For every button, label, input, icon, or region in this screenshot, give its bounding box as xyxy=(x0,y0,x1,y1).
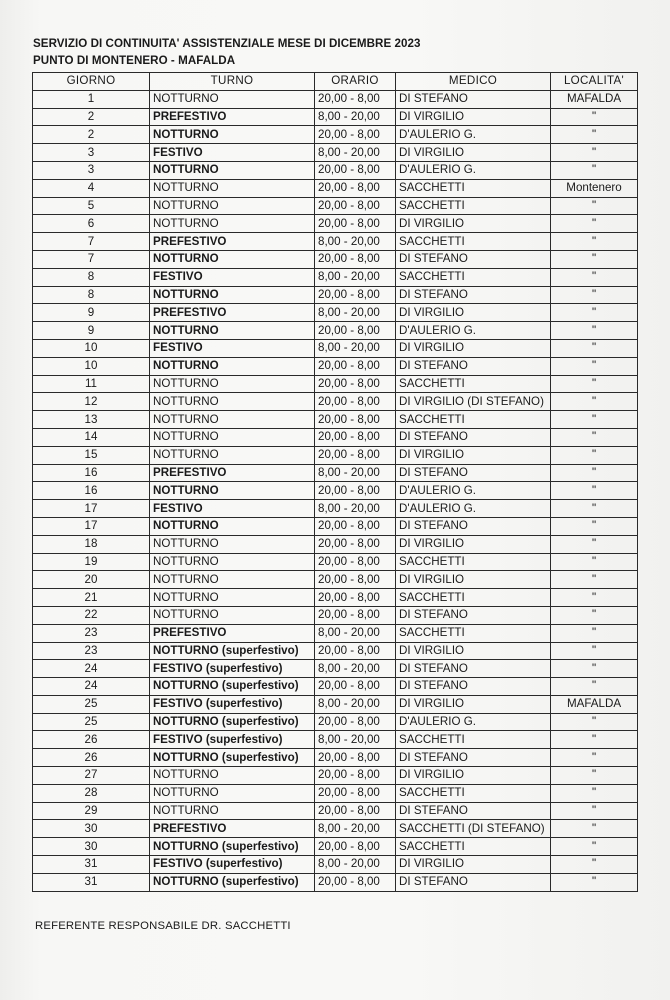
cell-orario: 20,00 - 8,00 xyxy=(315,393,396,411)
cell-orario: 20,00 - 8,00 xyxy=(315,838,396,856)
cell-orario: 8,00 - 20,00 xyxy=(315,233,396,251)
cell-turno: NOTTURNO (superfestivo) xyxy=(150,749,315,767)
table-row xyxy=(33,428,638,446)
cell-turno: NOTTURNO xyxy=(150,802,315,820)
cell-orario: 20,00 - 8,00 xyxy=(315,873,396,891)
table-row xyxy=(33,179,638,197)
cell-giorno: 20 xyxy=(33,571,150,589)
cell-giorno: 7 xyxy=(33,250,150,268)
cell-medico: SACCHETTI xyxy=(396,233,551,251)
table-row xyxy=(33,304,638,322)
table-row xyxy=(33,161,638,179)
cell-medico: SACCHETTI xyxy=(396,589,551,607)
cell-turno: NOTTURNO xyxy=(150,411,315,429)
table-row xyxy=(33,144,638,162)
cell-orario: 20,00 - 8,00 xyxy=(315,90,396,108)
table-row xyxy=(33,339,638,357)
table-row xyxy=(33,535,638,553)
cell-giorno: 3 xyxy=(33,161,150,179)
cell-orario: 8,00 - 20,00 xyxy=(315,339,396,357)
cell-orario: 20,00 - 8,00 xyxy=(315,589,396,607)
table-row xyxy=(33,571,638,589)
cell-turno: NOTTURNO xyxy=(150,90,315,108)
table-row xyxy=(33,642,638,660)
cell-turno: FESTIVO (superfestivo) xyxy=(150,856,315,874)
cell-giorno: 8 xyxy=(33,286,150,304)
cell-localita: " xyxy=(551,126,638,144)
cell-orario: 8,00 - 20,00 xyxy=(315,624,396,642)
table-row xyxy=(33,375,638,393)
cell-medico: DI VIRGILIO xyxy=(396,304,551,322)
cell-turno: NOTTURNO xyxy=(150,322,315,340)
cell-turno: NOTTURNO xyxy=(150,161,315,179)
cell-giorno: 12 xyxy=(33,393,150,411)
cell-localita: " xyxy=(551,446,638,464)
cell-localita: " xyxy=(551,767,638,785)
table-row xyxy=(33,197,638,215)
cell-orario: 20,00 - 8,00 xyxy=(315,784,396,802)
cell-orario: 8,00 - 20,00 xyxy=(315,660,396,678)
cell-orario: 20,00 - 8,00 xyxy=(315,322,396,340)
cell-turno: NOTTURNO xyxy=(150,553,315,571)
cell-localita: MAFALDA xyxy=(551,695,638,713)
cell-giorno: 22 xyxy=(33,606,150,624)
cell-localita: " xyxy=(551,161,638,179)
cell-giorno: 8 xyxy=(33,268,150,286)
cell-orario: 20,00 - 8,00 xyxy=(315,678,396,696)
table-row xyxy=(33,660,638,678)
cell-giorno: 30 xyxy=(33,838,150,856)
cell-giorno: 29 xyxy=(33,802,150,820)
cell-turno: NOTTURNO xyxy=(150,535,315,553)
cell-medico: DI STEFANO xyxy=(396,464,551,482)
cell-giorno: 3 xyxy=(33,144,150,162)
cell-medico: DI VIRGILIO xyxy=(396,535,551,553)
table-row xyxy=(33,108,638,126)
cell-turno: NOTTURNO xyxy=(150,517,315,535)
cell-medico: DI VIRGILIO xyxy=(396,108,551,126)
cell-localita: " xyxy=(551,250,638,268)
column-header-turno: TURNO xyxy=(150,73,315,91)
cell-medico: DI VIRGILIO xyxy=(396,339,551,357)
cell-orario: 20,00 - 8,00 xyxy=(315,571,396,589)
cell-localita: " xyxy=(551,820,638,838)
cell-orario: 20,00 - 8,00 xyxy=(315,428,396,446)
cell-giorno: 27 xyxy=(33,767,150,785)
cell-medico: SACCHETTI (DI STEFANO) xyxy=(396,820,551,838)
table-row xyxy=(33,126,638,144)
cell-giorno: 26 xyxy=(33,749,150,767)
cell-medico: DI STEFANO xyxy=(396,428,551,446)
cell-medico: SACCHETTI xyxy=(396,197,551,215)
cell-giorno: 31 xyxy=(33,856,150,874)
table-row xyxy=(33,749,638,767)
cell-localita: " xyxy=(551,802,638,820)
cell-turno: NOTTURNO xyxy=(150,482,315,500)
column-header-medico: MEDICO xyxy=(396,73,551,91)
cell-giorno: 17 xyxy=(33,500,150,518)
cell-orario: 20,00 - 8,00 xyxy=(315,126,396,144)
cell-giorno: 1 xyxy=(33,90,150,108)
cell-orario: 8,00 - 20,00 xyxy=(315,500,396,518)
cell-localita: " xyxy=(551,357,638,375)
cell-giorno: 10 xyxy=(33,339,150,357)
cell-turno: PREFESTIVO xyxy=(150,304,315,322)
cell-orario: 8,00 - 20,00 xyxy=(315,304,396,322)
cell-localita: MAFALDA xyxy=(551,90,638,108)
cell-medico: DI STEFANO xyxy=(396,802,551,820)
cell-localita: " xyxy=(551,589,638,607)
footer-referent: REFERENTE RESPONSABILE DR. SACCHETTI xyxy=(35,920,291,932)
table-row xyxy=(33,215,638,233)
table-row xyxy=(33,820,638,838)
cell-medico: DI STEFANO xyxy=(396,286,551,304)
cell-localita: " xyxy=(551,428,638,446)
table-row xyxy=(33,767,638,785)
document-title: SERVIZIO DI CONTINUITA' ASSISTENZIALE MESE DI DICEMBRE 2023 xyxy=(33,37,421,50)
column-header-localita: LOCALITA' xyxy=(551,73,638,91)
cell-orario: 8,00 - 20,00 xyxy=(315,695,396,713)
table-row xyxy=(33,322,638,340)
cell-medico: DI STEFANO xyxy=(396,90,551,108)
cell-turno: PREFESTIVO xyxy=(150,820,315,838)
cell-localita: " xyxy=(551,749,638,767)
cell-medico: DI STEFANO xyxy=(396,873,551,891)
cell-turno: NOTTURNO xyxy=(150,250,315,268)
cell-medico: DI VIRGILIO xyxy=(396,571,551,589)
cell-turno: NOTTURNO xyxy=(150,357,315,375)
cell-giorno: 17 xyxy=(33,517,150,535)
cell-medico: DI STEFANO xyxy=(396,678,551,696)
cell-medico: D'AULERIO G. xyxy=(396,126,551,144)
cell-giorno: 7 xyxy=(33,233,150,251)
cell-medico: SACCHETTI xyxy=(396,838,551,856)
cell-localita: " xyxy=(551,268,638,286)
cell-giorno: 23 xyxy=(33,642,150,660)
cell-medico: DI STEFANO xyxy=(396,606,551,624)
cell-localita: " xyxy=(551,375,638,393)
cell-giorno: 9 xyxy=(33,304,150,322)
table-row xyxy=(33,482,638,500)
cell-giorno: 28 xyxy=(33,784,150,802)
cell-medico: DI STEFANO xyxy=(396,749,551,767)
cell-orario: 20,00 - 8,00 xyxy=(315,749,396,767)
cell-medico: DI VIRGILIO xyxy=(396,446,551,464)
table-row xyxy=(33,784,638,802)
cell-localita: " xyxy=(551,660,638,678)
table-row xyxy=(33,268,638,286)
cell-medico: SACCHETTI xyxy=(396,731,551,749)
column-header-giorno: GIORNO xyxy=(33,73,150,91)
table-row xyxy=(33,695,638,713)
cell-localita: " xyxy=(551,215,638,233)
cell-medico: DI STEFANO xyxy=(396,660,551,678)
cell-giorno: 23 xyxy=(33,624,150,642)
cell-giorno: 16 xyxy=(33,482,150,500)
cell-giorno: 26 xyxy=(33,731,150,749)
cell-orario: 20,00 - 8,00 xyxy=(315,535,396,553)
cell-localita: " xyxy=(551,500,638,518)
table-row xyxy=(33,802,638,820)
table-row xyxy=(33,838,638,856)
cell-localita: " xyxy=(551,393,638,411)
cell-giorno: 11 xyxy=(33,375,150,393)
column-header-orario: ORARIO xyxy=(315,73,396,91)
cell-orario: 20,00 - 8,00 xyxy=(315,606,396,624)
cell-orario: 20,00 - 8,00 xyxy=(315,357,396,375)
table-row xyxy=(33,357,638,375)
cell-giorno: 18 xyxy=(33,535,150,553)
cell-turno: NOTTURNO xyxy=(150,428,315,446)
cell-medico: DI STEFANO xyxy=(396,357,551,375)
cell-medico: SACCHETTI xyxy=(396,375,551,393)
cell-medico: DI STEFANO xyxy=(396,250,551,268)
cell-medico: SACCHETTI xyxy=(396,179,551,197)
cell-giorno: 6 xyxy=(33,215,150,233)
cell-medico: SACCHETTI xyxy=(396,411,551,429)
cell-localita: " xyxy=(551,731,638,749)
cell-turno: NOTTURNO (superfestivo) xyxy=(150,873,315,891)
cell-turno: NOTTURNO xyxy=(150,589,315,607)
cell-giorno: 24 xyxy=(33,660,150,678)
cell-turno: NOTTURNO xyxy=(150,446,315,464)
cell-turno: FESTIVO xyxy=(150,268,315,286)
table-row xyxy=(33,250,638,268)
cell-medico: D'AULERIO G. xyxy=(396,482,551,500)
cell-turno: NOTTURNO xyxy=(150,393,315,411)
cell-medico: SACCHETTI xyxy=(396,268,551,286)
cell-turno: NOTTURNO xyxy=(150,784,315,802)
cell-localita: " xyxy=(551,838,638,856)
cell-turno: NOTTURNO xyxy=(150,126,315,144)
cell-giorno: 15 xyxy=(33,446,150,464)
cell-medico: DI VIRGILIO xyxy=(396,856,551,874)
cell-giorno: 19 xyxy=(33,553,150,571)
table-row xyxy=(33,856,638,874)
cell-turno: PREFESTIVO xyxy=(150,108,315,126)
cell-turno: NOTTURNO (superfestivo) xyxy=(150,713,315,731)
cell-localita: " xyxy=(551,784,638,802)
cell-giorno: 9 xyxy=(33,322,150,340)
table-row xyxy=(33,553,638,571)
cell-orario: 20,00 - 8,00 xyxy=(315,767,396,785)
cell-turno: NOTTURNO (superfestivo) xyxy=(150,642,315,660)
cell-medico: DI VIRGILIO (DI STEFANO) xyxy=(396,393,551,411)
cell-orario: 20,00 - 8,00 xyxy=(315,411,396,429)
cell-orario: 20,00 - 8,00 xyxy=(315,215,396,233)
cell-orario: 20,00 - 8,00 xyxy=(315,197,396,215)
cell-orario: 8,00 - 20,00 xyxy=(315,144,396,162)
cell-medico: D'AULERIO G. xyxy=(396,713,551,731)
cell-turno: FESTIVO (superfestivo) xyxy=(150,660,315,678)
cell-localita: " xyxy=(551,322,638,340)
cell-turno: FESTIVO (superfestivo) xyxy=(150,731,315,749)
cell-orario: 8,00 - 20,00 xyxy=(315,108,396,126)
cell-orario: 20,00 - 8,00 xyxy=(315,642,396,660)
table-row xyxy=(33,731,638,749)
cell-giorno: 2 xyxy=(33,126,150,144)
cell-orario: 20,00 - 8,00 xyxy=(315,161,396,179)
cell-giorno: 30 xyxy=(33,820,150,838)
table-row xyxy=(33,517,638,535)
cell-localita: " xyxy=(551,873,638,891)
cell-orario: 20,00 - 8,00 xyxy=(315,179,396,197)
cell-giorno: 13 xyxy=(33,411,150,429)
cell-localita: " xyxy=(551,304,638,322)
document-subtitle: PUNTO DI MONTENERO - MAFALDA xyxy=(33,54,236,67)
cell-turno: NOTTURNO xyxy=(150,606,315,624)
cell-turno: NOTTURNO xyxy=(150,215,315,233)
cell-turno: PREFESTIVO xyxy=(150,233,315,251)
cell-giorno: 16 xyxy=(33,464,150,482)
cell-giorno: 5 xyxy=(33,197,150,215)
table-row xyxy=(33,446,638,464)
cell-localita: " xyxy=(551,606,638,624)
cell-localita: " xyxy=(551,624,638,642)
schedule-table xyxy=(32,72,638,892)
cell-orario: 8,00 - 20,00 xyxy=(315,820,396,838)
table-row xyxy=(33,286,638,304)
cell-localita: " xyxy=(551,482,638,500)
cell-localita: " xyxy=(551,642,638,660)
cell-giorno: 14 xyxy=(33,428,150,446)
table-row xyxy=(33,624,638,642)
cell-turno: NOTTURNO xyxy=(150,767,315,785)
table-row xyxy=(33,464,638,482)
table-row xyxy=(33,713,638,731)
cell-medico: DI VIRGILIO xyxy=(396,642,551,660)
cell-giorno: 31 xyxy=(33,873,150,891)
cell-turno: NOTTURNO (superfestivo) xyxy=(150,678,315,696)
cell-medico: D'AULERIO G. xyxy=(396,322,551,340)
cell-giorno: 25 xyxy=(33,713,150,731)
cell-giorno: 21 xyxy=(33,589,150,607)
cell-turno: NOTTURNO xyxy=(150,197,315,215)
schedule-rows xyxy=(33,90,638,891)
cell-giorno: 2 xyxy=(33,108,150,126)
table-row xyxy=(33,393,638,411)
cell-localita: " xyxy=(551,108,638,126)
cell-turno: NOTTURNO xyxy=(150,286,315,304)
cell-giorno: 25 xyxy=(33,695,150,713)
cell-localita: " xyxy=(551,856,638,874)
table-row xyxy=(33,678,638,696)
table-row xyxy=(33,90,638,108)
cell-localita: " xyxy=(551,233,638,251)
cell-orario: 20,00 - 8,00 xyxy=(315,553,396,571)
cell-orario: 8,00 - 20,00 xyxy=(315,464,396,482)
cell-localita: " xyxy=(551,553,638,571)
cell-medico: DI STEFANO xyxy=(396,517,551,535)
cell-turno: NOTTURNO xyxy=(150,571,315,589)
cell-localita: " xyxy=(551,535,638,553)
cell-orario: 8,00 - 20,00 xyxy=(315,731,396,749)
cell-orario: 20,00 - 8,00 xyxy=(315,446,396,464)
cell-medico: DI VIRGILIO xyxy=(396,144,551,162)
cell-localita: " xyxy=(551,678,638,696)
cell-localita: " xyxy=(551,411,638,429)
cell-medico: SACCHETTI xyxy=(396,624,551,642)
cell-giorno: 24 xyxy=(33,678,150,696)
cell-medico: SACCHETTI xyxy=(396,553,551,571)
table-header-row xyxy=(33,73,638,91)
cell-turno: FESTIVO (superfestivo) xyxy=(150,695,315,713)
cell-localita: " xyxy=(551,144,638,162)
cell-orario: 20,00 - 8,00 xyxy=(315,286,396,304)
cell-orario: 20,00 - 8,00 xyxy=(315,802,396,820)
cell-localita: " xyxy=(551,571,638,589)
table-row xyxy=(33,873,638,891)
cell-medico: D'AULERIO G. xyxy=(396,500,551,518)
cell-orario: 20,00 - 8,00 xyxy=(315,375,396,393)
cell-orario: 20,00 - 8,00 xyxy=(315,482,396,500)
cell-turno: FESTIVO xyxy=(150,339,315,357)
cell-turno: FESTIVO xyxy=(150,144,315,162)
cell-giorno: 10 xyxy=(33,357,150,375)
cell-orario: 8,00 - 20,00 xyxy=(315,856,396,874)
cell-localita: " xyxy=(551,197,638,215)
table-row xyxy=(33,606,638,624)
cell-localita: " xyxy=(551,713,638,731)
cell-turno: NOTTURNO xyxy=(150,179,315,197)
cell-medico: DI VIRGILIO xyxy=(396,695,551,713)
cell-orario: 8,00 - 20,00 xyxy=(315,268,396,286)
cell-turno: NOTTURNO (superfestivo) xyxy=(150,838,315,856)
table-row xyxy=(33,500,638,518)
table-row xyxy=(33,411,638,429)
table-row xyxy=(33,589,638,607)
cell-localita: " xyxy=(551,517,638,535)
cell-turno: PREFESTIVO xyxy=(150,464,315,482)
cell-medico: DI VIRGILIO xyxy=(396,767,551,785)
cell-localita: " xyxy=(551,339,638,357)
cell-medico: SACCHETTI xyxy=(396,784,551,802)
cell-orario: 20,00 - 8,00 xyxy=(315,713,396,731)
cell-medico: DI VIRGILIO xyxy=(396,215,551,233)
cell-turno: FESTIVO xyxy=(150,500,315,518)
table-row xyxy=(33,233,638,251)
cell-orario: 20,00 - 8,00 xyxy=(315,250,396,268)
cell-turno: NOTTURNO xyxy=(150,375,315,393)
cell-localita: " xyxy=(551,464,638,482)
cell-orario: 20,00 - 8,00 xyxy=(315,517,396,535)
cell-medico: D'AULERIO G. xyxy=(396,161,551,179)
cell-localita: Montenero xyxy=(551,179,638,197)
cell-localita: " xyxy=(551,286,638,304)
cell-turno: PREFESTIVO xyxy=(150,624,315,642)
cell-giorno: 4 xyxy=(33,179,150,197)
